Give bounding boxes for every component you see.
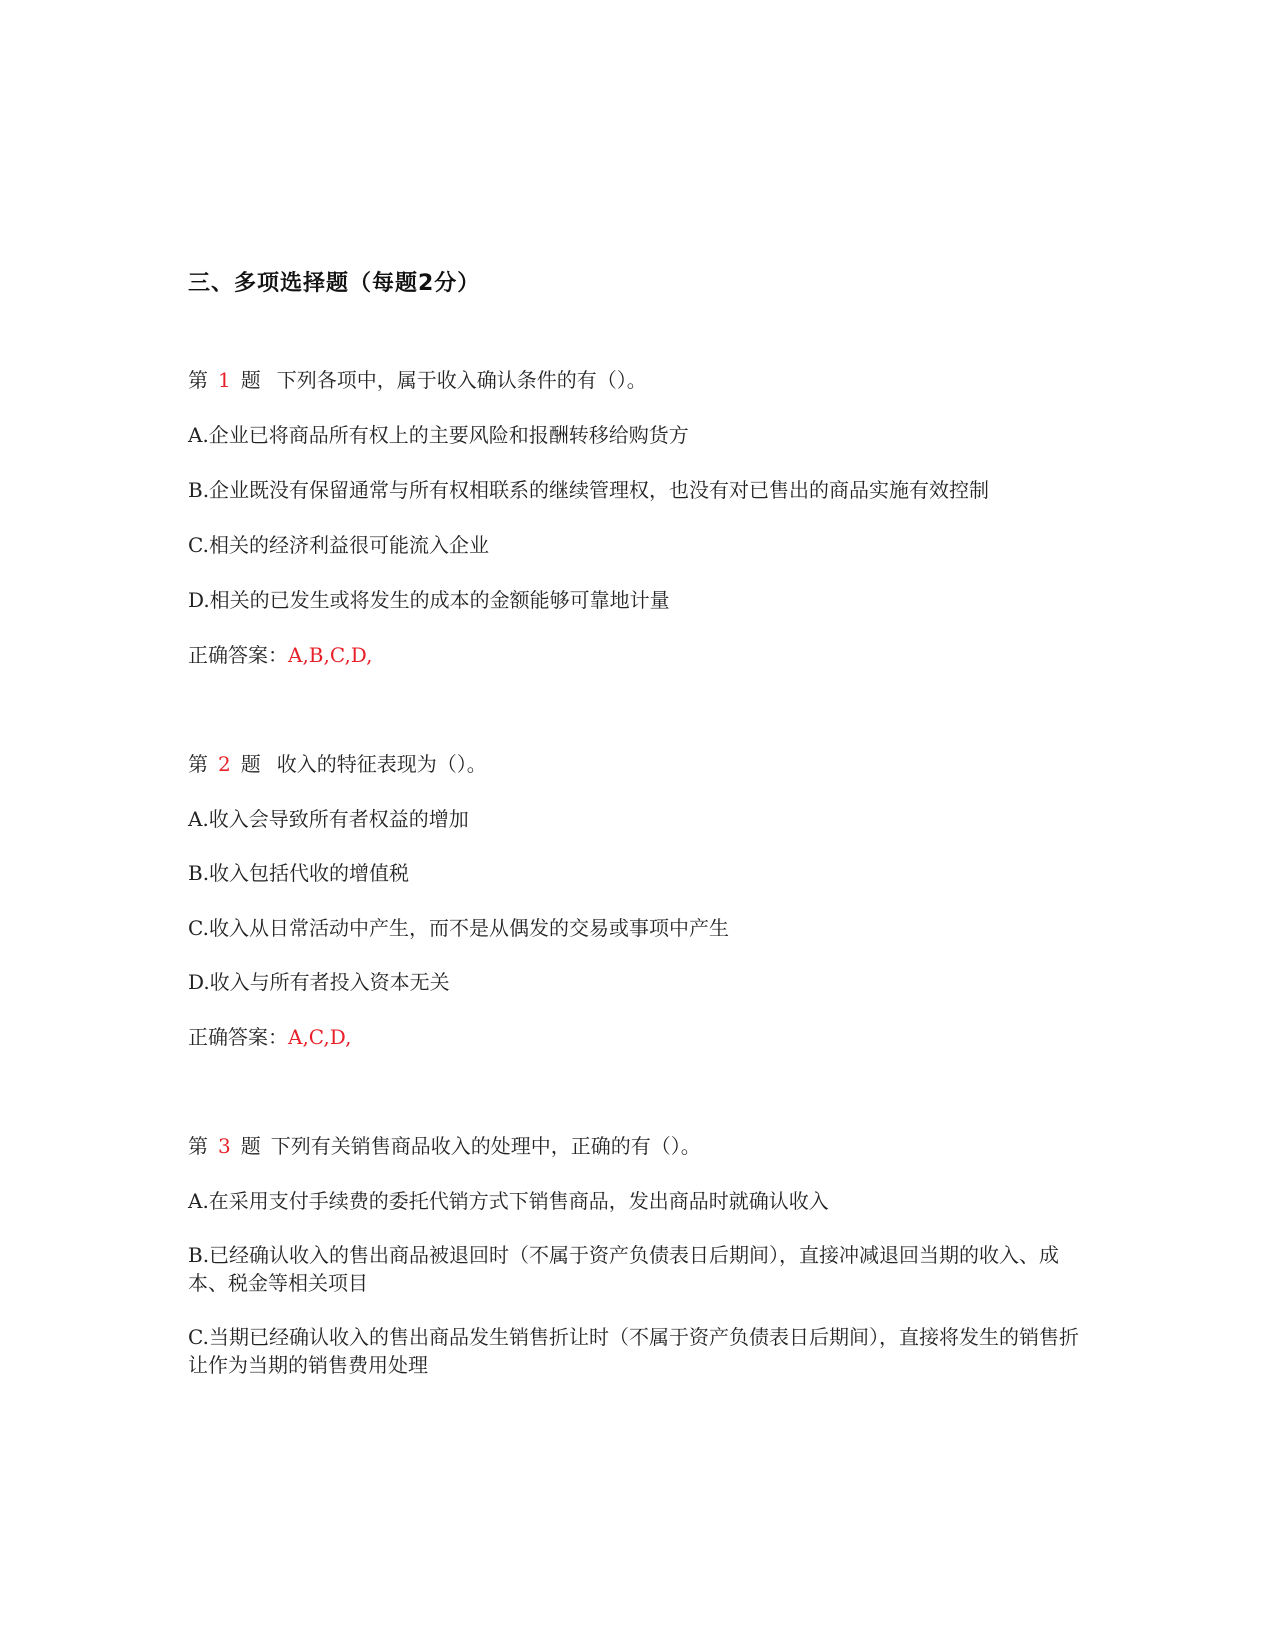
question-1-option-d: D.相关的已发生或将发生的成本的金额能够可靠地计量 [188, 588, 670, 612]
question-suffix: 题 [240, 1134, 261, 1158]
question-2-answer [188, 1023, 351, 1051]
question-text: 下列有关销售商品收入的处理中，正确的有（）。 [270, 1134, 701, 1158]
question-2-header [188, 750, 487, 778]
question-1-header [188, 366, 647, 394]
answer-label: 正确答案： [188, 1025, 288, 1049]
question-1-option-c: C.相关的经济利益很可能流入企业 [188, 533, 489, 557]
question-2-option-c: C.收入从日常活动中产生，而不是从偶发的交易或事项中产生 [188, 916, 729, 940]
question-text: 收入的特征表现为（）。 [276, 752, 487, 776]
section-title: 三、多项选择题（每题2分） [188, 271, 481, 296]
question-3-option-b: B.已经确认收入的售出商品被退回时（不属于资产负债表日后期间），直接冲减退回当期的收入、成本、税金等相关项目 [188, 1243, 1060, 1295]
question-2-option-d: D.收入与所有者投入资本无关 [188, 970, 450, 994]
question-3-option-a: A.在采用支付手续费的委托代销方式下销售商品，发出商品时就确认收入 [188, 1189, 829, 1213]
question-3-header [188, 1132, 701, 1160]
question-number: 1 [218, 368, 231, 392]
question-2-option-a: A.收入会导致所有者权益的增加 [188, 807, 469, 831]
question-text: 下列各项中，属于收入确认条件的有（）。 [276, 368, 647, 392]
question-suffix: 题 [240, 368, 261, 392]
answer-value: A,B,C,D, [288, 643, 373, 667]
question-number: 3 [218, 1134, 231, 1158]
answer-label: 正确答案： [188, 643, 288, 667]
question-1-answer [188, 641, 372, 669]
answer-value: A,C,D, [288, 1025, 352, 1049]
question-prefix: 第 [188, 368, 208, 392]
question-suffix: 题 [240, 752, 261, 776]
question-1-option-b: B.企业既没有保留通常与所有权相联系的继续管理权，也没有对已售出的商品实施有效控制 [188, 478, 990, 502]
question-number: 2 [218, 752, 231, 776]
question-prefix: 第 [188, 1134, 208, 1158]
question-prefix: 第 [188, 752, 208, 776]
question-1-option-a: A.企业已将商品所有权上的主要风险和报酬转移给购货方 [188, 423, 689, 447]
question-3-option-c: C.当期已经确认收入的售出商品发生销售折让时（不属于资产负债表日后期间），直接将发生的销售折让作为当期的销售费用处理 [188, 1325, 1079, 1377]
question-2-option-b: B.收入包括代收的增值税 [188, 861, 410, 885]
